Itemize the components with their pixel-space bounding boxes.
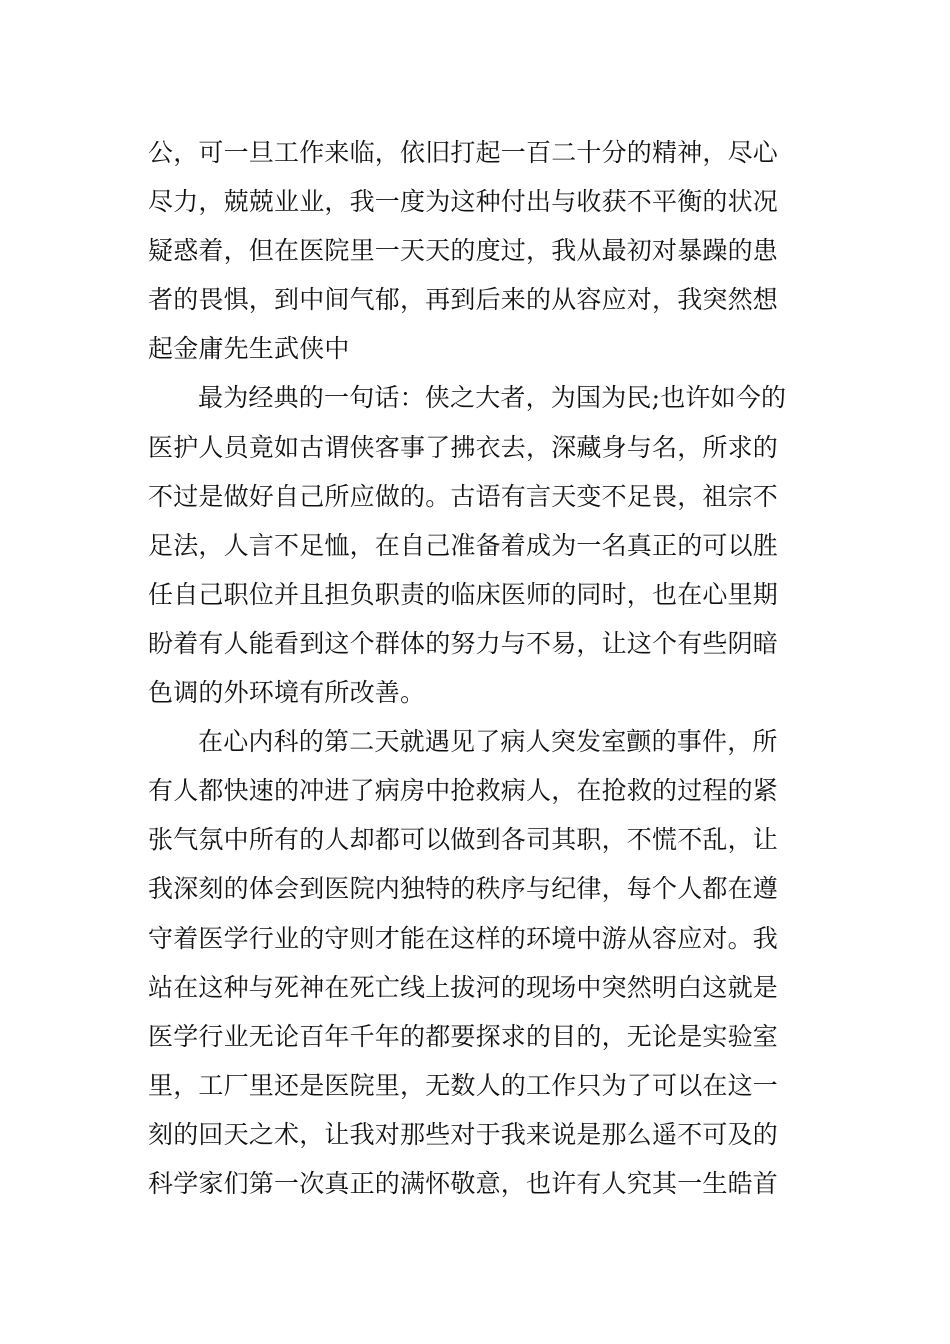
text-line: 公，可一旦工作来临，依旧打起一百二十分的精神，尽心 xyxy=(148,138,779,167)
text-line: 我深刻的体会到医院内独特的秩序与纪律，每个人都在遵 xyxy=(148,874,779,904)
text-line: 起金庸先生武侠中 xyxy=(148,334,350,364)
text-line: 最为经典的一句话：侠之大者，为国为民;也许如今的 xyxy=(198,383,787,413)
text-line: 医护人员竟如古谓侠客事了拂衣去，深藏身与名，所求的 xyxy=(148,432,779,462)
text-line: 不过是做好自己所应做的。古语有言天变不足畏，祖宗不 xyxy=(148,481,779,511)
text-line: 尽力，兢兢业业，我一度为这种付出与收获不平衡的状况 xyxy=(148,187,779,217)
text-line: 任自己职位并且担负职责的临床医师的同时，也在心里期 xyxy=(148,579,779,609)
text-line: 里，工厂里还是医院里，无数人的工作只为了可以在这一 xyxy=(148,1070,779,1100)
text-line: 有人都快速的冲进了病房中抢救病人，在抢救的过程的紧 xyxy=(148,776,779,806)
text-line: 刻的回天之术，让我对那些对于我来说是那么遥不可及的 xyxy=(148,1119,779,1149)
text-line: 色调的外环境有所改善。 xyxy=(148,678,426,708)
text-line: 医学行业无论百年千年的都要探求的目的，无论是实验室 xyxy=(148,1021,779,1051)
text-line: 者的畏惧，到中间气郁，再到后来的从容应对，我突然想 xyxy=(148,285,779,315)
text-line: 张气氛中所有的人却都可以做到各司其职，不慌不乱，让 xyxy=(148,825,779,855)
text-line: 在心内科的第二天就遇见了病人突发室颤的事件，所 xyxy=(198,727,778,757)
text-line: 疑惑着，但在医院里一天天的度过，我从最初对暴躁的患 xyxy=(148,236,779,266)
text-line: 站在这种与死神在死亡线上拔河的现场中突然明白这就是 xyxy=(148,972,779,1002)
document-body xyxy=(148,128,808,1208)
text-line: 守着医学行业的守则才能在这样的环境中游从容应对。我 xyxy=(148,923,779,953)
text-line: 科学家们第一次真正的满怀敬意，也许有人究其一生皓首 xyxy=(148,1168,779,1198)
text-line: 足法，人言不足恤，在自己准备着成为一名真正的可以胜 xyxy=(148,530,779,560)
text-line: 盼着有人能看到这个群体的努力与不易，让这个有些阴暗 xyxy=(148,628,779,658)
